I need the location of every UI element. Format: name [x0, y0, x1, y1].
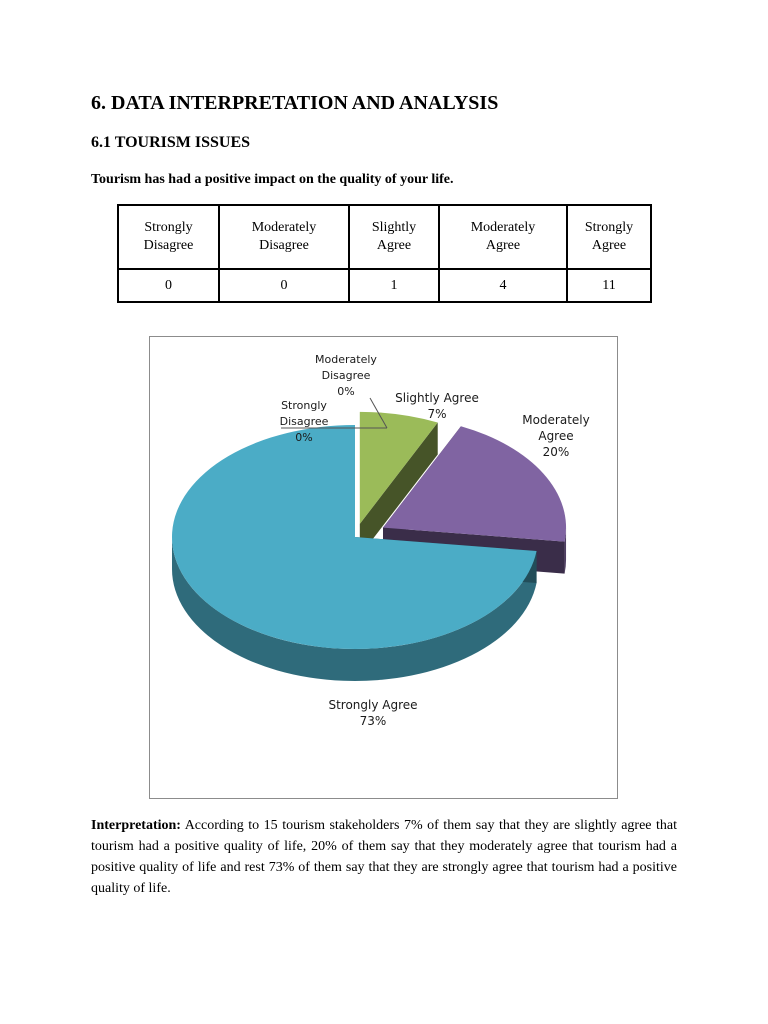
table-row — [118, 269, 651, 302]
pie-chart — [149, 336, 618, 799]
subsection-heading: 6.1 TOURISM ISSUES — [91, 134, 251, 151]
table-cell: 0 — [118, 269, 219, 302]
pie-label-strongly-disagree: Disagree — [279, 415, 329, 428]
pie-chart-svg — [150, 337, 619, 800]
table-header-cell: Strongly Agree — [567, 205, 651, 269]
interpretation-paragraph — [91, 815, 677, 899]
pie-label-strongly-disagree: 0% — [295, 431, 313, 444]
pie-label-moderately-agree: 20% — [542, 445, 570, 459]
table-cell: 4 — [439, 269, 567, 302]
pie-label-moderately-disagree: Disagree — [321, 369, 371, 382]
table-cell: 1 — [349, 269, 439, 302]
section-heading: 6. DATA INTERPRETATION AND ANALYSIS — [91, 92, 499, 114]
pie-label-slightly-agree: Slightly Agree — [395, 391, 479, 405]
pie-label-moderately-agree: Moderately — [522, 413, 590, 427]
table-header-cell: Slightly Agree — [349, 205, 439, 269]
table-header-row — [118, 205, 651, 269]
table-cell: 11 — [567, 269, 651, 302]
pie-label-strongly-agree: 73% — [359, 714, 387, 728]
table-cell: 0 — [219, 269, 349, 302]
table-header-cell: Moderately Disagree — [219, 205, 349, 269]
survey-question: Tourism has had a positive impact on the quality of your life. — [91, 172, 454, 187]
table-header-cell: Moderately Agree — [439, 205, 567, 269]
pie-label-slightly-agree: 7% — [427, 407, 447, 421]
table-header-cell: Strongly Disagree — [118, 205, 219, 269]
response-table — [117, 204, 652, 303]
pie-label-strongly-agree: Strongly Agree — [328, 698, 418, 712]
pie-label-strongly-disagree: Strongly — [281, 399, 327, 412]
pie-label-moderately-disagree: Moderately — [315, 353, 377, 366]
interpretation-text: According to 15 tourism stakeholders 7% of them say that they are slightly agree that tourism had a positive quality of life, 20% of them say that they moderately agree that tourism had a positive quality of life and rest 73% of them say that they are strongly agree that tourism had a positive quality of life. — [91, 818, 677, 896]
interpretation-label: Interpretation: — [91, 818, 181, 833]
pie-label-moderately-disagree: 0% — [337, 385, 355, 398]
pie-label-moderately-agree: Agree — [538, 429, 574, 443]
